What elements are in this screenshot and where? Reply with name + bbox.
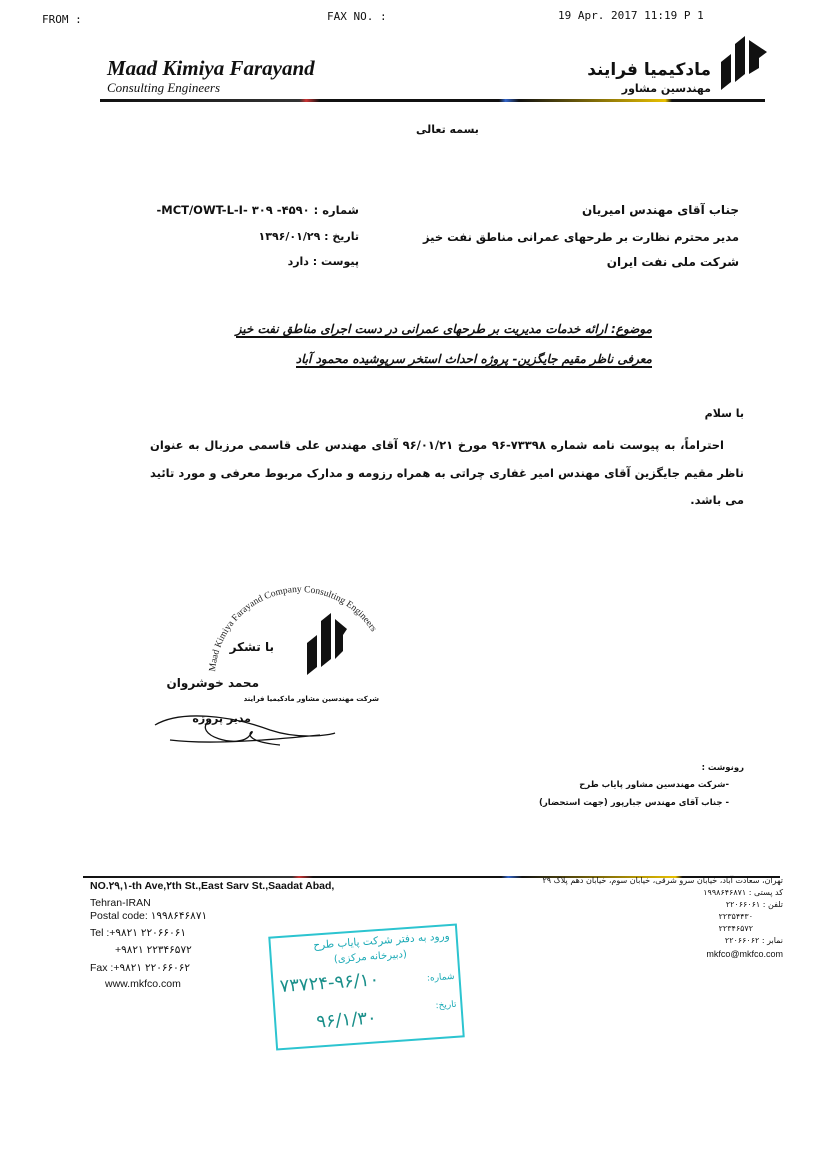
signature-closing: با تشکر [229, 640, 274, 654]
footer-tel-fa-3: ۲۲۳۴۶۵۷۲ [718, 924, 753, 933]
footer-tel-2: +۹۸۲۱ ۲۲۳۴۶۵۷۲ [115, 944, 192, 956]
letter-date: تاریخ : ۱۳۹۶/۰۱/۲۹ [258, 230, 359, 243]
stamp-number-label: شماره: [426, 971, 455, 984]
company-name-en: Maad Kimiya Farayand [107, 56, 315, 80]
letter-attachment: پیوست : دارد [287, 255, 359, 268]
subject-line-2: معرفی ناظر مقیم جایگزین- پروژه احداث استخر سرپوشیده محمود آباد [295, 352, 652, 366]
stamp-number: ۷۳۷۲۴-۹۶/۱۰ [279, 969, 380, 998]
footer-postal-fa: کد پستی : ۱۹۹۸۶۴۶۸۷۱ [703, 888, 783, 897]
cc-item: -شرکت مهندسین مشاور پایاب طرح [579, 780, 729, 790]
stamp-date: ۹۶/۱/۳۰ [315, 1007, 378, 1033]
footer-city-en: Tehran-IRAN [90, 897, 151, 909]
fax-number: FAX NO. : [327, 10, 387, 23]
stamp-date-label: تاریخ: [435, 999, 457, 1012]
fax-datetime: 19 Apr. 2017 11:19 P 1 [558, 9, 704, 22]
footer-tel-fa: تلفن : ۲۲۰۶۶۰۶۱ [725, 900, 783, 909]
signatory-name: محمد خوشروان [166, 676, 259, 690]
seal-text-en-path: Maad Kimiya Farayand Company Consulting Engineers [208, 585, 379, 673]
footer-email[interactable]: mkfco@mkfco.com [706, 949, 783, 959]
cc-label: رونوشت : [701, 763, 744, 773]
fax-from: FROM : [42, 13, 82, 26]
stamp-subtitle: (دبیرخانه مرکزی) [333, 949, 408, 966]
greeting: با سلام [704, 407, 744, 420]
company-logo-icon [717, 32, 772, 92]
invocation: بسمه تعالی [416, 123, 479, 136]
company-name-fa: مادکیمیا فرایند [587, 60, 711, 80]
footer-tel-1: Tel :+۹۸۲۱ ۲۲۰۶۶۰۶۱ [90, 927, 186, 939]
recipient-org: شرکت ملی نفت ایران [606, 255, 739, 269]
stamp-title: ورود به دفتر شرکت پایاب طرح [312, 930, 451, 952]
footer-postal-en: Postal code: ۱۹۹۸۶۴۶۸۷۱ [90, 910, 208, 922]
cc-item: - جناب آقای مهندس جبارپور (جهت استحضار) [539, 798, 729, 808]
footer-fax-fa: نمابر : ۲۲۰۶۶۰۶۲ [724, 936, 783, 945]
company-subtitle-en: Consulting Engineers [107, 80, 221, 95]
receipt-stamp [268, 924, 464, 1051]
subject-line-1: موضوع: ارائه خدمات مدیریت بر طرحهای عمرانی در دست اجرای مناطق نفت خیز [235, 322, 652, 336]
handwritten-signature-icon [150, 705, 340, 755]
footer-website[interactable]: www.mkfco.com [105, 978, 181, 990]
footer-tel-fa-2: ۲۲۳۵۴۴۳۰ [718, 912, 753, 921]
footer-address-en: NO.۲۹,۱-th Ave,۲th St.,East Sarv St.,Saadat Abad, [90, 880, 335, 892]
signatory-title: مدیر پروژه [192, 712, 251, 725]
header-divider [100, 99, 765, 102]
letter-number: شماره : ۴۵۹۰- MCT/OWT-L-I- ۳۰۹- [156, 203, 359, 217]
recipient-name: جناب آقای مهندس امیریان [581, 203, 739, 217]
seal-text-fa: شرکت مهندسین مشاور مادکیمیا فرایند [243, 695, 379, 703]
recipient-title: مدیر محترم نظارت بر طرحهای عمرانی مناطق نفت خیز [422, 230, 739, 244]
seal-logo-icon [307, 635, 317, 675]
company-subtitle-fa: مهندسین مشاور [621, 82, 711, 95]
footer-address-fa: تهران، سعادت آباد، خیابان سرو شرقی، خیابان سوم، خیابان دهم پلاک ۲۹ [542, 876, 783, 885]
footer-fax: Fax :+۹۸۲۱ ۲۲۰۶۶۰۶۲ [90, 962, 191, 974]
letter-body: احتراماً، به پیوست نامه شماره ۷۳۳۹۸-۹۶ مورخ ۹۶/۰۱/۲۱ آقای مهندس علی قاسمی مرزبال به عنوان ناظر مقیم جایگزین آقای مهندس امیر غفاری چراتی به همراه رزومه و مدارک مربوط معرفی و مورد تائید می باشد. [150, 438, 744, 507]
seal-text-en [208, 585, 378, 672]
